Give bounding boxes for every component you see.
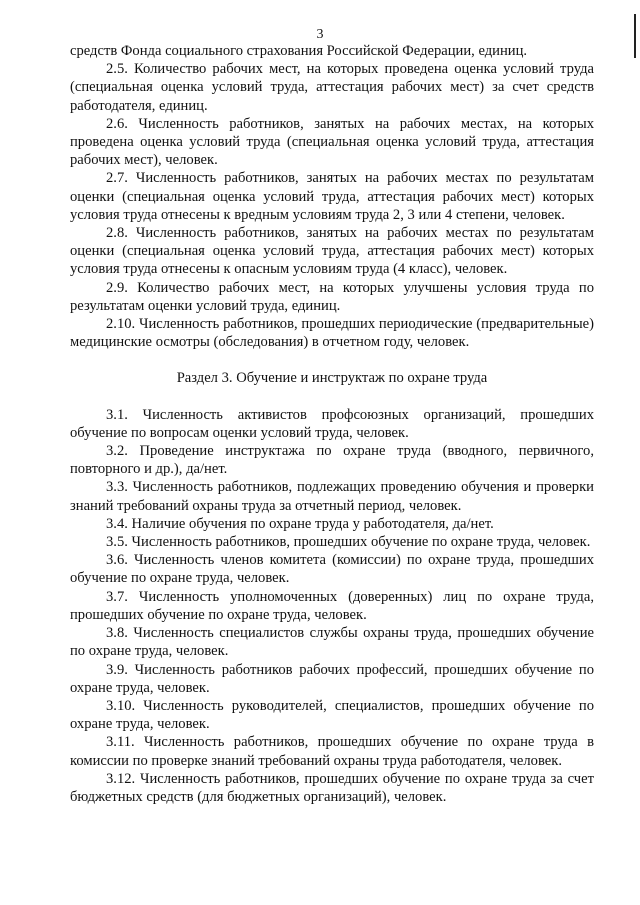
paragraph-3-11: 3.11. Численность работников, прошедших обучение по охране труда в комиссии по проверке знаний требований охраны труда работодателя, человек. [70, 734, 594, 769]
paragraph-3-9: 3.9. Численность работников рабочих профессий, прошедших обучение по охране труда, человек. [70, 661, 594, 696]
paragraph-3-10: 3.10. Численность руководителей, специалистов, прошедших обучение по охране труда, человек. [70, 697, 594, 733]
paragraph-3-5: 3.5. Численность работников, прошедших обучение по охране труда, человек. [106, 534, 591, 551]
paragraph-3-12: 3.12. Численность работников, прошедших обучение по охране труда за счет бюджетных средств (для бюджетных организаций), человек. [70, 770, 594, 805]
paragraph-2-10: 2.10. Численность работников, прошедших периодические (предварительные) медицинские осмотры (обследования) в отчетном году, человек. [70, 316, 594, 351]
paragraph-3-3: 3.3. Численность работников, подлежащих проведению обучения и проверки знаний требований охраны труда за отчетный период, человек. [70, 479, 594, 514]
paragraph-2-6: 2.6. Численность работников, занятых на рабочих местах, на которых проведена оценка условий труда (специальная оценка условий труда, аттестация рабочих мест), человек. [70, 115, 594, 169]
page-number: 3 [316, 27, 324, 42]
paragraph-2-8: 2.8. Численность работников, занятых на рабочих местах по результатам оценки (специальная оценка условий труда, аттестация рабочих мест) которых условия труда отнесены к опасным условиям труда (4 класс), человек. [70, 225, 594, 278]
paragraph-2-5: 2.5. Количество рабочих мест, на которых проведена оценка условий труда (специальная оценка условий труда, аттестация рабочих мест) за счет средств работодателя, единиц. [70, 61, 594, 114]
paragraph-3-6: 3.6. Численность членов комитета (комиссии) по охране труда, прошедших обучение по охране труда, человек. [70, 552, 594, 587]
paragraph-3-2: 3.2. Проведение инструктажа по охране труда (вводного, первичного, повторного и др.), да/нет. [70, 443, 594, 478]
paragraph-continuation: средств Фонда социального страхования Российской Федерации, единиц. [70, 43, 528, 59]
paragraph-2-9: 2.9. Количество рабочих мест, на которых улучшены условия труда по результатам оценки условий труда, единиц. [70, 279, 594, 314]
paragraph-3-8: 3.8. Численность специалистов службы охраны труда, прошедших обучение по охране труда, человек. [70, 625, 594, 660]
paragraph-3-1: 3.1. Численность активистов профсоюзных организаций, прошедших обучение по вопросам оценки условий труда, человек. [70, 406, 594, 441]
paragraph-2-7: 2.7. Численность работников, занятых на рабочих местах по результатам оценки (специальная оценка условий труда, аттестация рабочих мест) которых условия труда отнесены к вредным условиям труда 2, 3 или 4 степени, человек. [70, 170, 594, 223]
paragraph-3-4: 3.4. Наличие обучения по охране труда у работодателя, да/нет. [106, 515, 494, 532]
document-body [70, 42, 594, 806]
paragraph-3-7: 3.7. Численность уполномоченных (доверенных) лиц по охране труда, прошедших обучение по охране труда, человек. [70, 588, 594, 623]
section-title: Раздел 3. Обучение и инструктаж по охране труда [176, 370, 488, 387]
